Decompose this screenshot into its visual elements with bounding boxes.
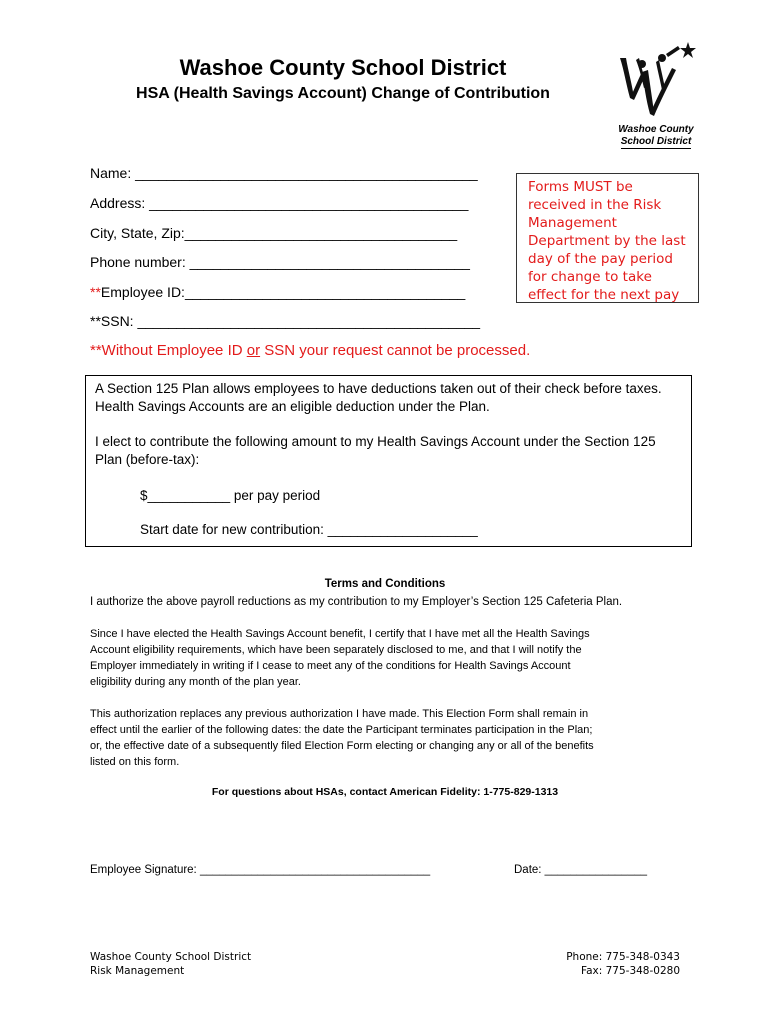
- phone-number-field[interactable]: Phone number: ____________________________________: [90, 254, 470, 270]
- terms-paragraph-1: I authorize the above payroll reductions as my contribution to my Employer’s Section 125 Cafeteria Plan.: [90, 596, 623, 608]
- deadline-notice: Forms MUST be received in the Risk Management Department by the last day of the pay period for change to take effect for the next pay: [516, 173, 699, 303]
- employee-id-field[interactable]: [90, 284, 465, 300]
- section-125-description: A Section 125 Plan allows employees to have deductions taken out of their check before taxes. Health Savings Accounts are an eligible deduction under the Plan.: [95, 381, 662, 414]
- document-subtitle: HSA (Health Savings Account) Change of Contribution: [136, 85, 550, 102]
- employee-id-label: Employee ID:____________________________________: [100, 284, 466, 300]
- hsa-contact-info: For questions about HSAs, contact American Fidelity: 1-775-829-1313: [211, 786, 559, 798]
- amount-per-pay-period-field[interactable]: $___________ per pay period: [140, 488, 321, 503]
- footer-department: Washoe County School District Risk Management: [90, 951, 252, 977]
- name-field[interactable]: Name: ____________________________________________: [90, 165, 478, 181]
- required-marker: **: [90, 284, 101, 300]
- start-date-field[interactable]: Start date for new contribution: ____________________: [140, 522, 478, 537]
- id-warning: **Without Employee ID or SSN your request cannot be processed.: [90, 342, 531, 359]
- terms-heading: Terms and Conditions: [324, 578, 446, 590]
- logo-caption: Washoe County School District: [618, 124, 694, 147]
- terms-paragraph-2: Since I have elected the Health Savings Account benefit, I certify that I have met all the Health Savings Account eligibility requirements, which have been separately disclosed to me, and that I will notify the Employer immediately in writing if I cease to meet any of the conditions for Health Savings Account eligibility during any month of the plan year.: [90, 628, 590, 688]
- address-field[interactable]: Address: _________________________________________: [90, 195, 469, 211]
- terms-paragraph-3: This authorization replaces any previous authorization I have made. This Election Form shall remain in effect until the earlier of the following dates: the date the Participant terminates participation in the Plan; or, the effective date of a subsequently filed Election Form electing or changing any or all of the benefits listed on this form.: [90, 708, 594, 768]
- election-box: [85, 375, 692, 547]
- election-statement: I elect to contribute the following amount to my Health Savings Account under the Section 125 Plan (before-tax):: [95, 434, 656, 467]
- footer-contact-numbers: Phone: 775-348-0343 Fax: 775-348-0280: [566, 951, 680, 977]
- signature-date-field[interactable]: Date: ________________: [514, 864, 648, 876]
- document-title: Washoe County School District: [179, 55, 507, 80]
- ssn-field[interactable]: **SSN: ____________________________________________: [90, 313, 481, 329]
- city-state-zip-field[interactable]: City, State, Zip:___________________________________: [90, 225, 458, 241]
- employee-signature-field[interactable]: Employee Signature: ____________________________________: [90, 864, 431, 876]
